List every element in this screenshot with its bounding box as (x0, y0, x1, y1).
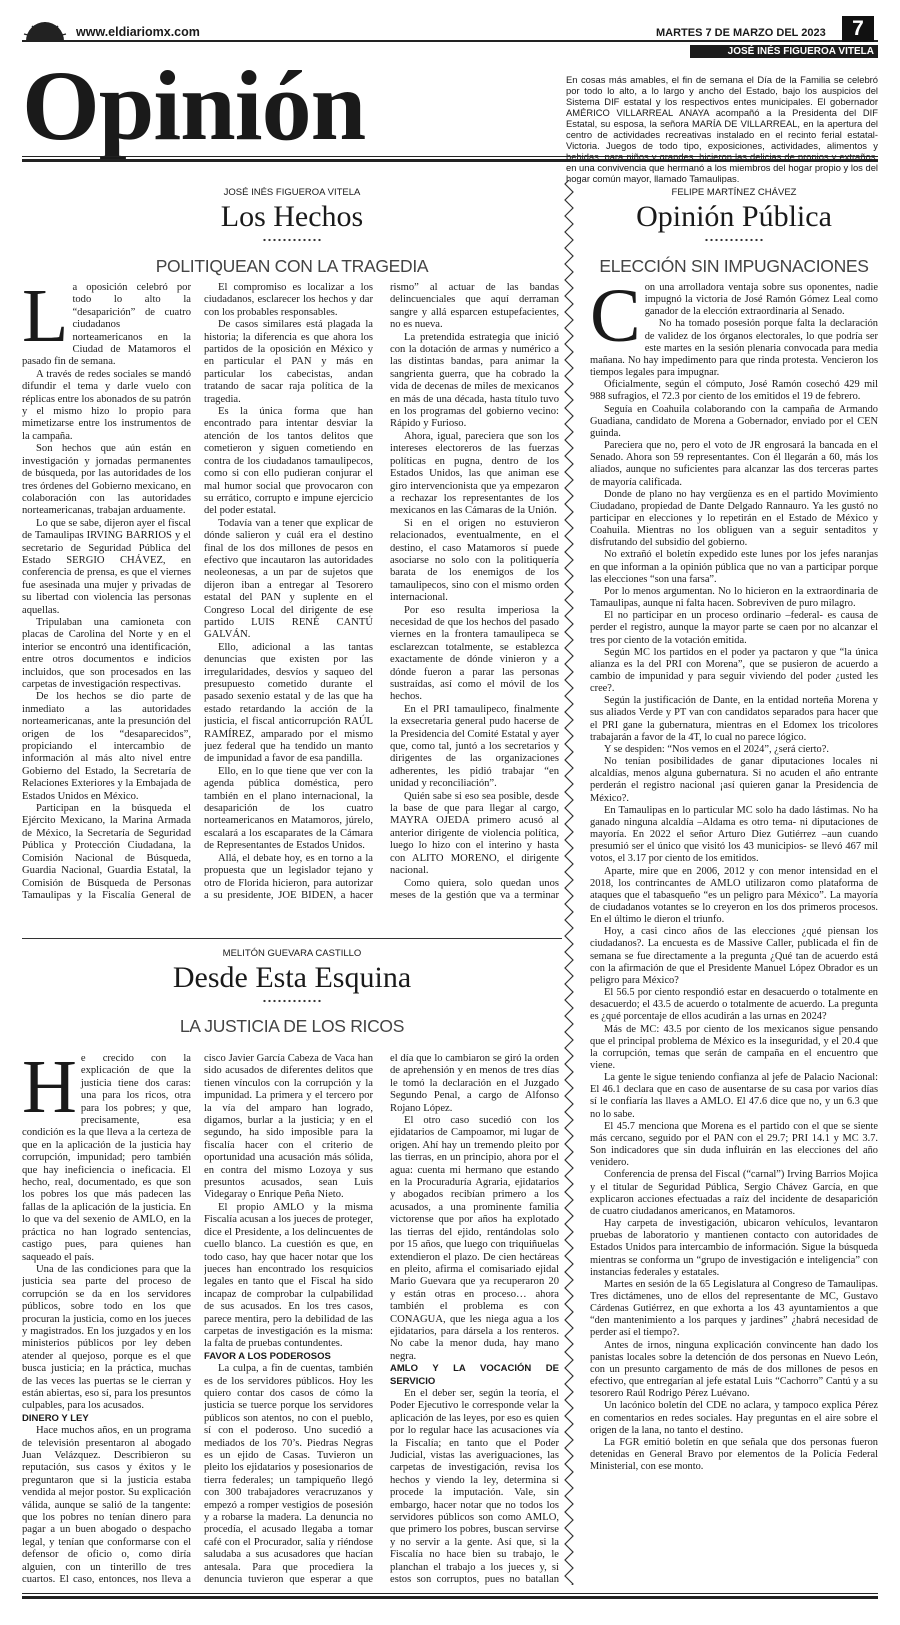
page-number: 7 (842, 16, 874, 42)
paragraph: e crecido con la explicación de que la justicia tiene dos caras: una para los ricos, otra para los pobres; y que, precisamente, esa condición es la que lleva a la certeza de que en la aplicación de la justicia hay corrupción, impunidad; pero también que hay ineficiencia o ineficacia. El hecho, real, documentado, es que son los pobres los que más padecen las fallas de la aplicación de la justicia. En lo que va del sexenio de AMLO, en la práctica no han logrado sentencias, castigo pues, para quienes han saqueado el país. (22, 1053, 191, 1263)
los-hechos-column-1 (22, 282, 191, 902)
paragraph: Un lacónico boletín del CDE no aclara, y tampoco explica Pérez en comentarios en redes sociales. Hay preguntas en el aire sobre el origen de la lana, no tanto el destino. (590, 1400, 878, 1436)
opinion-publica-author: FELIPE MARTÍNEZ CHÁVEZ (671, 187, 797, 198)
drop-cap: C (590, 282, 641, 358)
paragraph: Es la única forma que han encontrado para intentar desviar la atención de los tantos delitos que cometieron y siguen cometiendo en contra de los ciudadanos tamaulipecos, como si con ello pudieran conjurar el mal humor social que provocaron con su errático, corrupto e impune ejercicio del poder estatal. (204, 406, 373, 517)
paragraph: Martes en sesión de la 65 Legislatura al Congreso de Tamaulipas. Tres dictámenes, uno de ellos del representante de MC, Gustavo Cárdenas Gutiérrez, en que exhorta a los 43 ayuntamientos a que “den mantenimiento a los parques y jardines” ¿habrá necesidad de perder así el tiempo?. (590, 1278, 878, 1339)
paragraph: En el deber ser, según la teoría, el Poder Ejecutivo le corresponde velar la aplicación de las leyes, por eso es quien por lo regular hace las acusaciones vía la Fiscalía; en tanto que el Poder Judicial, vistas las averiguaciones, las carpetas de investigación, revisa los hechos y viendo la ley, determina si procede la imputación. Vale, sin embargo, hacer notar que no todos los servidores públicos son como AMLO, que primero los pobres, buscan servirse y no servir a la gente. Así que, si la Fiscalía no hace bien su trabajo, le planchan el trabajo a los jueces y, si estos son corruptos, pues no batallan (390, 1387, 559, 1585)
paragraph: No tenían posibilidades de ganar diputaciones locales ni alcaldías, menos alguna gubernatura. Si no acuden el año entrante perderán el registro nacional ¡así quieren ganar la Presidencia de México?. (590, 756, 878, 804)
paragraph: Por eso resulta imperiosa la necesidad de que los hechos del pasado viernes en la frontera tamaulipeca se esclarezcan totalmente, se establezca exactamente de dónde vinieron y a dónde fueron a parar las personas sustraídas, así como el móvil de los hechos. (390, 604, 559, 703)
paragraph: Todavía van a tener que explicar de dónde salieron y cuál era el destino final de los dos millones de pesos en efectivo que incautaron las autoridades neoleonesas, a un par de sujetos que dijeron iban a entregar al Tesorero estatal del PAN y suplente en el Congreso Local del dirigente de ese partido LUIS RENÉ CANTÚ GALVÁN. (204, 517, 373, 641)
masthead-title: Opinión (22, 50, 366, 161)
paragraph: El propio AMLO y la misma Fiscalía acusan a los jueces de proteger, dice el Presidente, a los delincuentes de cuello blanco. La cuestión es que, en todo caso, hay que hacer notar que los jueces han encontrado los resquicios legales en tanto que el Fiscal ha sido incapaz de comprobar la culpabilidad de sus acusados. En los tres casos, parece mentira, pero la debilidad de las carpetas de investigación es la misma: la falta de pruebas contundentes. (204, 1201, 373, 1350)
paragraph: En Tamaulipas en lo particular MC solo ha dado lástimas. No ha ganado ninguna alcaldía –Aldama es otro tema- ni diputaciones de mayoría. En 2022 el señor Arturo Diez Gutiérrez –aun cuando presumió ser el único que visitó los 43 municipios- se llevó 467 mil votos, el 3.17 por ciento de los emitidos. (590, 804, 878, 865)
opinion-publica-title: Opinión Pública (636, 200, 832, 233)
paragraph: rismo” al actuar de las bandas delincuenciales que aquí derraman sangre y allá esparcen estupefacientes, no es nueva. (390, 282, 559, 331)
zigzag-divider (563, 180, 575, 1585)
desde-column-3 (390, 1053, 559, 1585)
desde-title: Desde Esta Esquina (172, 961, 412, 994)
header-intro-text: En cosas más amables, el fin de semana el Día de la Familia se celebró por todo lo alto, a lo largo y ancho del Estado, bajo los auspicios del Sistema DIF estatal y los respectivos entes municipales. El gobernador AMÉRICO VILLARREAL ANAYA acompañó a la Presidenta del DIF Estatal, su esposa, la señora MARÍA DE VILLARREAL, en la apertura del centro de actividades recreativas instalado en el recinto ferial estatal-Victoria. Juegos de todo tipo, exposiciones, actividades, alimentos y bebidas, para niños y grandes, hicieron las delicias de propios y extraños, en una convivencia que hermanó a los miembros del hogar propio y los del hogar común mayor, llamado Tamaulipas. (566, 74, 878, 184)
issue-date: MARTES 7 DE MARZO DEL 2023 (656, 27, 826, 39)
paragraph: La pretendida estrategia que inició con la dotación de armas y numérico a las distintas bandas, para animar la sangrienta guerra, que ha cobrado la vida de decenas de miles de mexicanos en más de una década, hasta título tuvo en los programas del gobierno vecino: Rápido y Furioso. (390, 331, 559, 430)
paragraph: Donde de plano no hay vergüenza es en el partido Movimiento Ciudadano, propiedad de Dante Delgado Rannauro. Ya les gustó no participar en elecciones y lo repetirán en el Estado de México y Coahuila. Mientras no los obliguen van a seguir sentaditos y disfrutando del subsidio del gobierno. (590, 488, 878, 549)
paragraph: Según MC los partidos en el poder ya pactaron y que “la única alianza es la del PRI con Morena”, que se pusieron de acuerdo a cambio de impunidad y para seguir viviendo del poder ¿usted les cree?. (590, 646, 878, 695)
paragraph: Hay carpeta de investigación, ubicaron vehículos, levantaron pruebas de laboratorio y mantienen contacto con autoridades de Estados Unidos para intercambio de información. Sigue la búsqueda mientras se conforma un “grupo de investigación e inteligencia” con instancias federales y estatales. (590, 1218, 878, 1278)
opinion-publica-divider (704, 237, 764, 243)
footer-rule (22, 1593, 878, 1599)
paragraph: A través de redes sociales se mandó difundir el tema y darle vuelo con réplicas entre los abonados de su patrón y el mismo hizo lo propio para mimetizarse entre los instrumentos de la campaña. (22, 368, 191, 442)
desde-author: MELITÓN GUEVARA CASTILLO (222, 948, 362, 959)
header-byline: JOSÉ INÉS FIGUEROA VITELA (690, 45, 878, 58)
subheading: DINERO Y LEY (22, 1412, 89, 1424)
desde-column-1 (22, 1053, 191, 1585)
los-hechos-headline: POLITIQUEAN CON LA TRAGEDIA (155, 256, 429, 276)
paragraph: Participan en la búsqueda el Ejército Mexicano, la Marina Armada de México, la Secretaría de Seguridad Pública y Protección Ciudadana, la Comisión Nacional de Búsqueda, Guardia Nacional, Guardia Estatal, la Comisión de Búsqueda de Personas Tamaulipas y la Fiscalía General de (22, 803, 191, 901)
paragraph: cisco Javier García Cabeza de Vaca han sido acusados de diferentes delitos que tienen vínculos con la corrupción y la impunidad. La primera y el tercero por la vía del amparo han logrado, digamos, burlar a la justicia; y en el segundo, ha sido imposible para la fiscalía hacer con el criterio de oportunidad una acusación más sólida, en contra del mismo Lozoya y sus presuntos acusados, sean Luis Videgaray o Enrique Peña Nieto. (204, 1053, 373, 1201)
section-divider (22, 938, 562, 939)
paragraph: a oposición celebró por todo lo alto la “desaparición” de cuatro ciudadanos norteamericanos en la Ciudad de Matamoros el pasado fin de semana. (22, 282, 191, 368)
paragraph: El compromiso es localizar a los ciudadanos, esclarecer los hechos y dar con los probables responsables. (204, 282, 373, 318)
paragraph: No ha tomado posesión porque falta la declaración de validez de los órganos electorales, lo que podría ser este martes en la sesión plenaria convocada para media mañana. No hay impedimento para que rinda protesta. Vencieron los tiempos legales para impugnar. (590, 318, 878, 379)
opinion-publica-column (590, 282, 878, 1584)
paragraph: El 45.7 menciona que Morena es el partido con el que se siente más cercano, seguido por el PAN con el 29.7; PRI 14.1 y MC 3.7. Son indicadores que sin duda influirán en las elecciones del año venidero. (590, 1120, 878, 1169)
drop-cap: L (22, 282, 69, 358)
paragraph: Y se despiden: “Nos vemos en el 2024”, ¿será cierto?. (604, 743, 829, 755)
drop-cap: H (22, 1053, 77, 1129)
los-hechos-title: Los Hechos (220, 200, 364, 233)
paragraph: Aparte, mire que en 2006, 2012 y con menor intensidad en el 2018, los contrincantes de AMLO utilizaron como plataforma de ataques que el tabasqueño “es un peligro para México”. La mayoría de ciudadanos votantes se lo creyeron en los dos primeros procesos. En el último le dieron el triunfo. (590, 865, 878, 926)
paragraph: De los hechos se dio parte de inmediato a las autoridades norteamericanas, ante la presunción del origen de los “desaparecidos”, propiciando el intercambio de información al más alto nivel entre Gobierno del Estado, la Secretaría de Relaciones Exteriores y la Embajada de Estados Unidos en México. (22, 691, 191, 802)
site-url[interactable]: www.eldiariomx.com (76, 25, 200, 39)
paragraph: Una de las condiciones para que la justicia sea parte del proceso de corrupción se da en los servidores públicos, sobre todo en los que procuran la justicia, como en los jueces y magistrados. En los juzgados y en los ministerios públicos por ley deben atender al quejoso, porque es el que busca justicia; en la práctica, muchas de las veces las puertas se le cierran y están abiertas, eso sí, para los presuntos culpables, para los acusados. (22, 1263, 191, 1412)
desde-headline: LA JUSTICIA DE LOS RICOS (179, 1016, 405, 1036)
paragraph: Ahora, igual, pareciera que son los intereses electoreros de las fuerzas políticas en pugna, dentro de los Estados Unidos, las que animan ese giro intervencionista que ya empezaron a rechazar los representantes de los mexicanos en las Cámaras de la Unión. (390, 430, 559, 517)
paragraph: Quién sabe si eso sea posible, desde la base de que para llegar al cargo, MAYRA OJEDA primero acusó al anterior dirigente de violencia política, luego lo hizo con el interino y hasta con ALITO MORENO, el dirigente nacional. (390, 790, 559, 877)
paragraph: Hoy, a casi cinco años de las elecciones ¿qué piensan los ciudadanos?. La encuesta es de Massive Caller, publicada el fin de semana se fue directamente a la pregunta ¿Qué tan de acuerdo está con la afirmación de que el Presidente Manuel López Obrador es un peligro para México? (590, 926, 878, 986)
paragraph: Por lo menos argumentan. No lo hicieron en la extraordinaria de Tamaulipas, aunque ni falta hacen. Sobreviven de puro milagro. (590, 585, 878, 610)
paragraph: No extrañó el boletín expedido este lunes por los jefes naranjas en que informan a la opinión pública que no van a participar porque las elecciones “son una farsa”. (590, 549, 878, 585)
paragraph: Tripulaban una camioneta con placas de Carolina del Norte y en el interior se encontró una identificación, entre otros documentos e indicios incluidos, que son procesados en las carpetas de investigación respectivas. (22, 616, 191, 690)
paragraph: El 56.5 por ciento respondió estar en desacuerdo o totalmente en desacuerdo; el 43.5 de acuerdo o totalmente de acuerdo. La pregunta es ¿qué porcentaje de ellos acudirán a las urnas en 2024? (590, 987, 878, 1023)
paragraph: De casos similares está plagada la historia; la diferencia es que ahora los partidos de la oposición en México y en particular el PAN y más en particular los cabecistas, andan tratando de sacar raja política de la tragedia. (204, 319, 373, 405)
paragraph: El no participar en un proceso ordinario –federal- es causa de perder el registro, aunque la mayor parte se caen por no alcanzar el tres por ciento de la votación emitida. (590, 610, 878, 646)
paragraph: Ello, adicional a las tantas denuncias que existen por las irregularidades, desvíos y saqueo del presupuesto cometido durante el pasado sexenio estatal y de las que ha estado retardando la acción de la justicia, el fiscal anticorrupción RAÚL RAMÍREZ, amparado por el mismo juez federal que ha tendido un manto de impunidad a favor de esa pandilla. (204, 641, 373, 765)
paragraph: La culpa, a fin de cuentas, también es de los servidores públicos. Hoy les quiero contar dos casos de cómo la justicia se tuerce porque los servidores públicos son atentos, no con el pueblo, sí con el poderoso. Uno sucedió a mediados de los 70’s. Piedras Negras es un ejido de Casas. Tuvieron un pleito los ejidatarios y posesionarios de tierra federales; un tampiqueño llegó con 300 trabajadores veracruzanos y empezó a romper vestigios de posesión y a robarse la madera. La denuncia no procedía, el acusado llegaba a tomar café con el Procurador, salía y riéndose saludaba a sus acusadores que hacían antesala. Para que procediera la denuncia tuvieron que esperar a que (204, 1363, 373, 1585)
paragraph: Conferencia de prensa del Fiscal (“carnal”) Irving Barrios Mojica y el titular de Seguridad Pública, Sergio Chávez García, en que explicaron acciones efectuadas a raíz del incidente de desaparición de cuatro ciudadanos americanos, en Matamoros. (590, 1169, 878, 1217)
los-hechos-column-3 (390, 282, 559, 902)
paragraph: on una arrolladora ventaja sobre sus oponentes, nadie impugnó la victoria de José Ramón Gómez Leal como ganador de la elección extraordinaria al Senado. (644, 282, 878, 318)
paragraph: Ello, en lo que tiene que ver con la agenda pública doméstica, pero también en el plano internacional, la desaparición de los cuatro norteamericanos en Matamoros, júrelo, escalará a los escaparates de la Cámara de Representantes de Estados Unidos. (204, 765, 373, 852)
paragraph: Según la justificación de Dante, en la entidad norteña Morena y sus aliados Verde y PT van con candidatos separados para hacer que el PRI gane la gubernatura, mientras en el Edomex los tricolores trabajarán a favor de la 4T, lo cual no parece lógico. (590, 695, 878, 743)
desde-column-2 (204, 1053, 373, 1585)
paragraph: En el PRI tamaulipeco, finalmente la exsecretaria general pudo hacerse de la Presidencia del Comité Estatal y ayer que, como tal, juntó a los secretarios y dirigentes de las organizaciones adherentes, les pidió trabajar “en unidad y reconciliación”. (390, 703, 559, 790)
paragraph: Si en el origen no estuvieron relacionados, eventualmente, en el destino, el caso Matamoros sí puede asociarse no solo con la politiquería barata de los enemigos de los tamaulipecos, sino con el mismo orden internacional. (390, 517, 559, 604)
paragraph: Seguía en Coahuila colaborando con la campaña de Armando Guadiana, candidato de Morena a Gobernador, enviado por el CEN guinda. (590, 403, 878, 439)
paragraph: La gente le sigue teniendo confianza al jefe de Palacio Nacional: El 46.1 declara que en caso de ausentarse de su casa por varios días sí le confiaría las llaves a AMLO. El 47.6 dice que no, y un 6.3 que no lo sabe. (590, 1072, 878, 1120)
paragraph: La FGR emitió boletín en que señala que dos personas fueron detenidas en General Bravo por elementos de la Policía Federal Ministerial, con ese monto. (590, 1436, 878, 1473)
opinion-publica-headline: ELECCIÓN SIN IMPUGNACIONES (599, 256, 869, 276)
los-hechos-author: JOSÉ INÉS FIGUEROA VITELA (223, 187, 361, 198)
paragraph: Antes de irnos, ninguna explicación convincente han dado los panistas locales sobre la detención de dos personas en Nuevo León, con un presunto cargamento de más de dos millones de pesos en efectivo, que entregarían al jefe estatal Luis “Cachorro” Cantú y a su tesorero Raúl Rodrigo Pérez Luévano. (590, 1339, 878, 1400)
paragraph: Hace muchos años, en un programa de televisión presentaron al abogado Juan Velázquez. Describieron su reputación, sus casos y éxitos y le preguntaron que si la justicia estaba vendida al mejor postor. Su explicación válida, aunque se salió de la tangente: que los pobres no tenían dinero para pagar a un buen abogado o despacho legal, y tenían que conformarse con el defensor de oficio o, como diría alguien, con un tinterillo de tres cuartos. El caso, entonces, nos lleva a (22, 1425, 191, 1585)
los-hechos-column-2 (204, 282, 373, 902)
paragraph: Pareciera que no, pero el voto de JR engrosará la bancada en el Senado. Ahora son 59 representantes. Con él llegarán a 60, más los aliados, aunque no suficientes para alcanzar las dos terceras partes de mayoría calificada. (590, 440, 878, 488)
paragraph: Como quiera, solo quedan unos meses de la gestión que va a terminar (390, 877, 559, 901)
paragraph: El otro caso sucedió con los ejidatarios de Campoamor, mi lugar de origen. Ahí hay un tremendo pleito por las tierras, en un principio, ahora por el agua: cuenta mi hermano que estando en la Procuraduría Agraria, ejidatarios y abogados recibían primero a los acusados, a una prominente familia victorense que por años ha explotado las tierras del ejido, rentándolas solo por 15 años, que luego con triquiñuelas extendieron el plazo. De cien hectáreas en pleito, afirma el comisariado ejidal Mario Guevara que ya recuperaron 20 y están otras en proceso… ahora también el problema es con CONAGUA, que les niega agua a los ejidatarios, para dársela a los renteros. No cabe la menor duda, hay mano negra. (390, 1115, 559, 1362)
subheading: FAVOR A LOS PODEROSOS (204, 1350, 331, 1362)
subheading: AMLO Y LA VOCACIÓN DE SERVICIO (390, 1363, 559, 1387)
los-hechos-divider (262, 237, 322, 243)
header-rule (22, 156, 878, 162)
paragraph: Allá, el debate hoy, es en torno a la propuesta que un legislador tejano y otro de Florida hicieron, para autorizar a su presidente, JOE BIDEN, a hacer (204, 852, 373, 901)
paragraph: Oficialmente, según el cómputo, José Ramón cosechó 429 mil 988 sufragios, el 72.3 por ciento de los emitidos el 19 de febrero. (590, 379, 878, 403)
paragraph: Son hechos que aún están en investigación y jornadas permanentes de búsqueda, por las autoridades de los tres órdenes del Gobierno mexicano, en colaboración con las autoridades norteamericanas, trabajan arduamente. (22, 443, 191, 517)
desde-divider (262, 998, 322, 1004)
paragraph: Más de MC: 43.5 por ciento de los mexicanos sigue pensando que el principal problema de México es la inseguridad, y el 20.4 que la corrupción, temas que serán de campaña en el encuentro que viene. (590, 1023, 878, 1071)
paragraph: el día que lo cambiaron se giró la orden de aprehensión y en menos de tres días le tomó la declaración en el Juzgado Segundo Penal, a cargo de Alfonso Rojano López. (390, 1053, 559, 1114)
sun-logo-icon (22, 22, 68, 42)
paragraph: Lo que se sabe, dijeron ayer el fiscal de Tamaulipas IRVING BARRIOS y el secretario de Seguridad Pública del Estado SERGIO CHÁVEZ, en conferencia de prensa, es que el viernes fue asesinada una mujer y privadas de su libertad con violencia las personas aquellas. (22, 517, 191, 616)
